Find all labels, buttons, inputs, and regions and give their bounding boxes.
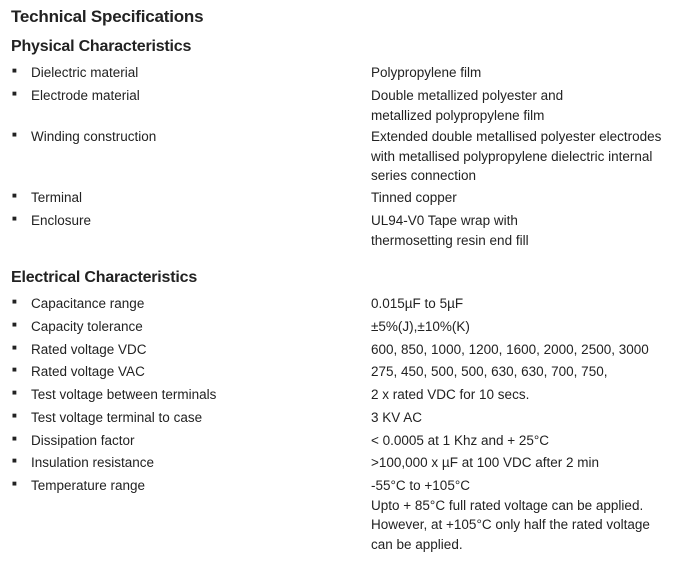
spec-label: Winding construction — [31, 129, 157, 144]
electrical-heading: Electrical Characteristics — [11, 269, 198, 286]
bullet-icon: ■ — [12, 66, 17, 75]
bullet-icon: ■ — [12, 320, 17, 329]
bullet-icon: ■ — [12, 456, 17, 465]
spec-value: 3 KV AC — [371, 410, 423, 425]
bullet-icon: ■ — [12, 89, 17, 98]
spec-label: Terminal — [31, 190, 83, 205]
spec-label: Enclosure — [31, 213, 92, 228]
spec-value: >100,000 x µF at 100 VDC after 2 min — [371, 455, 600, 470]
spec-value: UL94-V0 Tape wrap with thermosetting resin end fill — [371, 213, 529, 248]
spec-label: Test voltage between terminals — [31, 387, 217, 402]
bullet-icon: ■ — [12, 191, 17, 200]
spec-label: Temperature range — [31, 478, 146, 493]
spec-label: Test voltage terminal to case — [31, 410, 203, 425]
spec-label: Dissipation factor — [31, 433, 135, 448]
bullet-icon: ■ — [12, 388, 17, 397]
bullet-icon: ■ — [12, 411, 17, 420]
spec-value: 275, 450, 500, 500, 630, 630, 700, 750, — [371, 364, 608, 379]
bullet-icon: ■ — [12, 343, 17, 352]
spec-value: ±5%(J),±10%(K) — [371, 319, 470, 334]
spec-label: Rated voltage VDC — [31, 342, 147, 357]
spec-value: Double metallized polyester and metallized polypropylene film — [371, 88, 564, 123]
bullet-icon: ■ — [12, 130, 17, 139]
bullet-icon: ■ — [12, 297, 17, 306]
physical-heading: Physical Characteristics — [11, 38, 192, 55]
spec-value: 2 x rated VDC for 10 secs. — [371, 387, 530, 402]
spec-value: 600, 850, 1000, 1200, 1600, 2000, 2500, 3000 — [371, 342, 649, 357]
spec-label: Insulation resistance — [31, 455, 155, 470]
spec-value: Tinned copper — [371, 190, 457, 205]
bullet-icon: ■ — [12, 479, 17, 488]
spec-label: Capacitance range — [31, 296, 145, 311]
bullet-icon: ■ — [12, 365, 17, 374]
spec-value: -55°C to +105°C Upto + 85°C full rated voltage can be applied. However, at +105°C only half the rated voltage can be applied. — [371, 478, 650, 552]
spec-label: Rated voltage VAC — [31, 364, 145, 379]
bullet-icon: ■ — [12, 214, 17, 223]
spec-value: Extended double metallised polyester electrodes with metallised polypropylene dielectric internal series connection — [371, 129, 662, 183]
spec-label: Electrode material — [31, 88, 140, 103]
spec-value: < 0.0005 at 1 Khz and + 25°C — [371, 433, 550, 448]
spec-label: Capacity tolerance — [31, 319, 143, 334]
spec-value: Polypropylene film — [371, 65, 482, 80]
page-title: Technical Specifications — [11, 7, 204, 26]
spec-label: Dielectric material — [31, 65, 139, 80]
spec-value: 0.015µF to 5µF — [371, 296, 464, 311]
bullet-icon: ■ — [12, 434, 17, 443]
